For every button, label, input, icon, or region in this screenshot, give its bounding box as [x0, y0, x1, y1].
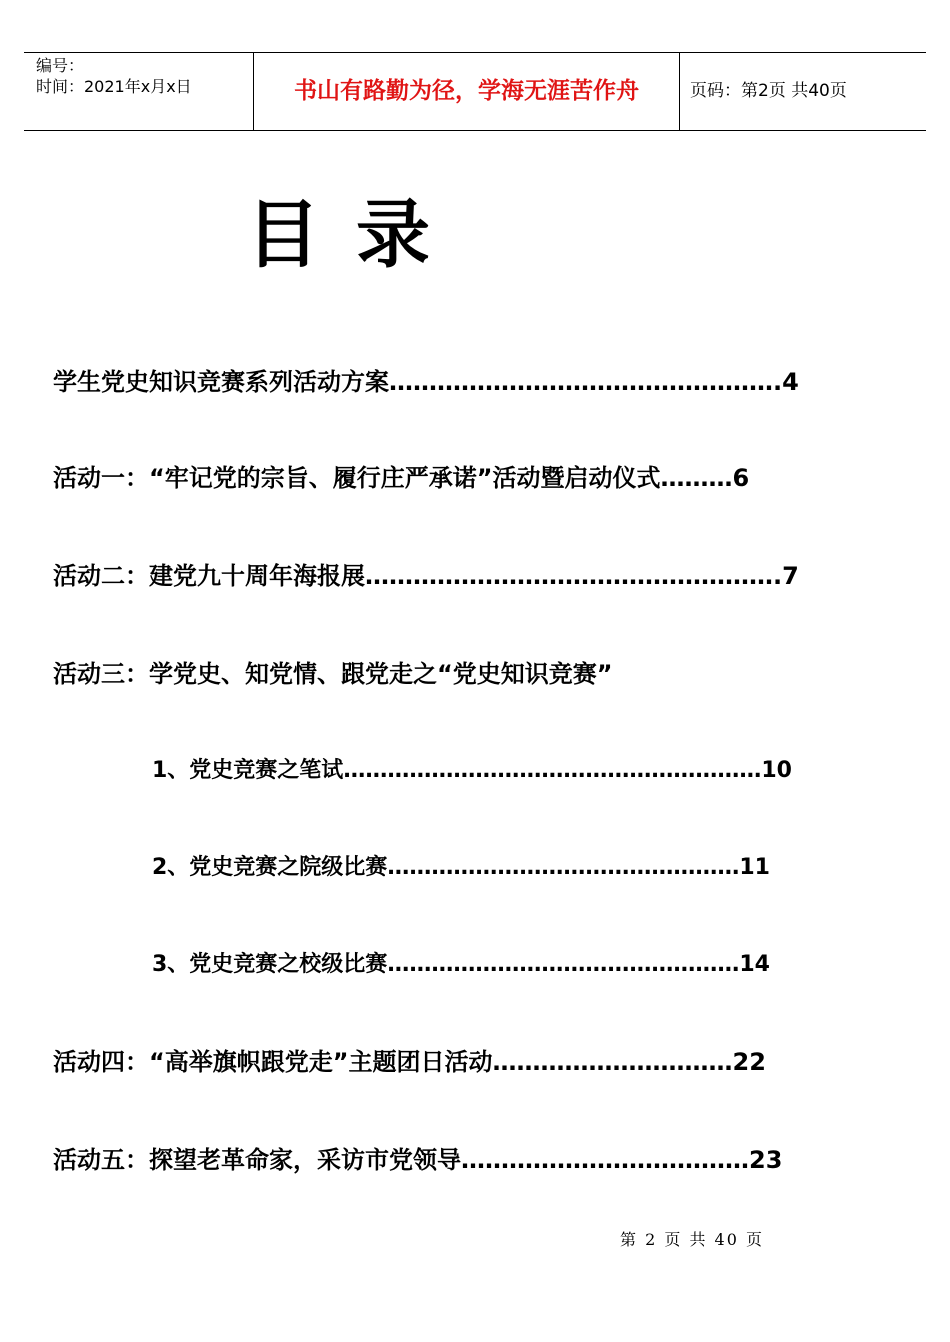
toc-leader-dots: ………………………………………….: [389, 368, 783, 396]
toc-entry[interactable]: [152, 945, 770, 985]
toc-leader-dots: …………………………………………: [387, 952, 740, 977]
toc-entry[interactable]: [152, 848, 770, 888]
number-label: 编号：: [36, 56, 85, 75]
toc-leader-dots: …………………………………………: [387, 855, 740, 880]
page-title: 目录: [246, 192, 466, 278]
toc-entry-text: 活动一：“牢记党的宗旨、履行庄严承诺”活动暨启动仪式: [53, 464, 661, 492]
header-page-info: 页码：第2页 共40页: [690, 81, 847, 101]
toc-page-number: 14: [739, 952, 770, 977]
toc-entry[interactable]: [53, 1140, 782, 1180]
page-header: [24, 52, 926, 131]
toc-entry[interactable]: [53, 556, 799, 596]
toc-entry-text: 学生党史知识竞赛系列活动方案: [53, 368, 389, 396]
toc-leader-dots: …………………………………………………: [343, 758, 762, 783]
toc-page-number: 7: [782, 562, 799, 590]
toc-entry[interactable]: [53, 458, 749, 498]
toc-leader-dots: …………………………………………….: [365, 562, 783, 590]
toc-leader-dots: …………………………: [492, 1048, 733, 1076]
toc-leader-dots: ………………………………: [461, 1146, 749, 1174]
toc-entry-text: 1、党史竞赛之笔试: [152, 758, 344, 783]
time-label: 时间：2021年x月x日: [36, 77, 192, 96]
footer-page-number: 第 2 页 共 40 页: [620, 1230, 764, 1249]
toc-entry[interactable]: [53, 654, 613, 694]
toc-entry-text: 活动三：学党史、知党情、跟党走之“党史知识竞赛”: [53, 660, 613, 688]
toc-entry-text: 活动五：探望老革命家，采访市党领导: [53, 1146, 461, 1174]
toc-entry[interactable]: [53, 1042, 766, 1082]
toc-entry-text: 2、党史竞赛之院级比赛: [152, 855, 388, 880]
toc-entry[interactable]: [53, 362, 799, 402]
header-meta: [24, 53, 254, 130]
toc-leader-dots: ………: [660, 464, 733, 492]
toc-entry-text: 活动四：“高举旗帜跟党走”主题团日活动: [53, 1048, 493, 1076]
header-motto: 书山有路勤为径，学海无涯苦作舟: [254, 53, 680, 130]
toc-entry-text: 活动二：建党九十周年海报展: [53, 562, 365, 590]
toc-entry-text: 3、党史竞赛之校级比赛: [152, 952, 388, 977]
toc-page-number: 11: [739, 855, 770, 880]
toc-page-number: 6: [732, 464, 750, 492]
toc-page-number: 22: [732, 1048, 766, 1076]
toc-page-number: 10: [761, 758, 792, 783]
toc-entry[interactable]: [152, 751, 792, 791]
toc-page-number: 4: [782, 368, 799, 396]
toc-page-number: 23: [749, 1146, 783, 1174]
